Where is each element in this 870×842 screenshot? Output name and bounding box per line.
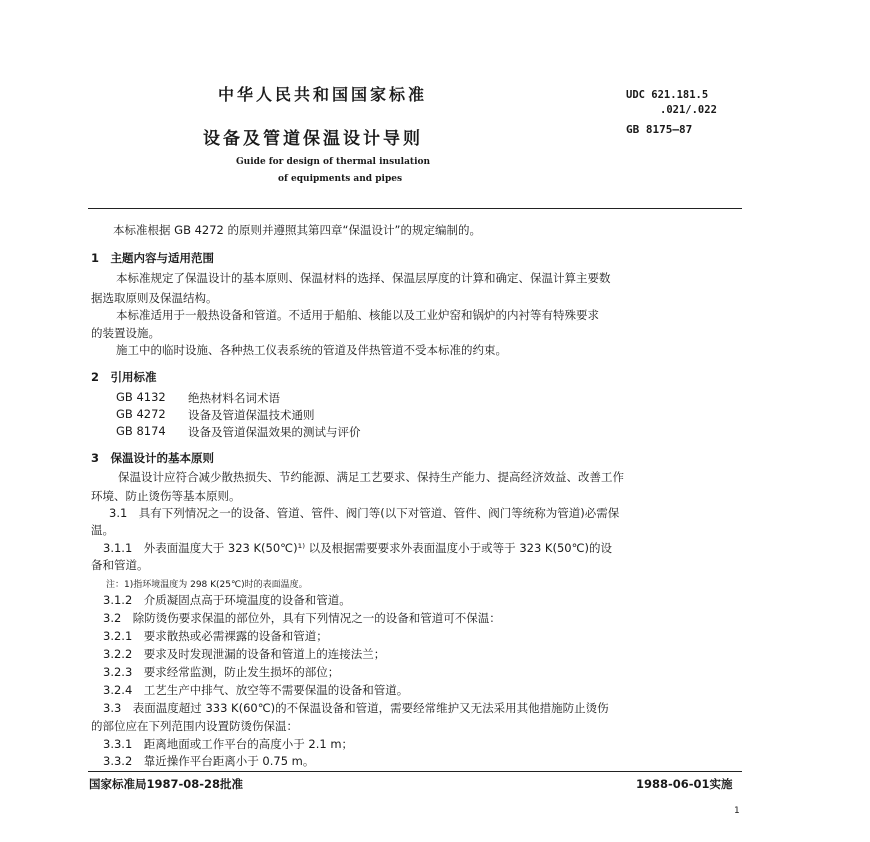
ref-name: 设备及管道保温技术通则: [188, 408, 315, 422]
clause-3-3-1: 3.3.1 距离地面或工作平台的高度小于 2.1 m；: [103, 737, 354, 751]
standard-title: 中华人民共和国国家标准: [218, 85, 428, 104]
clause-3-1-2: 3.1.2 介质凝固点高于环境温度的设备和管道。: [103, 593, 351, 607]
clause-3-3-line1: 3.3 表面温度超过 333 K(60℃)的不保温设备和管道，需要经常维护又无法采用其他措施防止烫伤: [103, 701, 609, 715]
clause-3-1-1-line2: 备和管道。: [91, 558, 149, 572]
section-2-heading: 2 引用标准: [91, 370, 157, 384]
section-3-p-line1: 保温设计应符合减少散热损失、节约能源、满足工艺要求、保持生产能力、提高经济效益、改善工作: [118, 470, 624, 484]
udc-code: [626, 88, 717, 118]
clause-3-3-2: 3.3.2 靠近操作平台距离小于 0.75 m。: [103, 754, 315, 768]
header-rule: [88, 208, 742, 209]
clause-3-1-line1: 3.1 具有下列情况之一的设备、管道、管件、阀门等(以下对管道、管件、阀门等统称为管道)必需保: [109, 506, 620, 520]
clause-3-1-line2: 温。: [91, 523, 114, 537]
section-1-p2-line2: 的装置设施。: [91, 326, 160, 340]
section-3-p-line2: 环境、防止烫伤等基本原则。: [91, 489, 241, 503]
ref-name: 设备及管道保温效果的测试与评价: [188, 425, 361, 439]
udc-line2: .021/.022: [660, 104, 717, 116]
clause-3-3-line2: 的部位应在下列范围内设置防烫伤保温：: [91, 719, 298, 733]
english-title-line2: of equipments and pipes: [278, 174, 403, 184]
intro-text: 本标准根据 GB 4272 的原则并遵照其第四章“保温设计”的规定编制的。: [113, 223, 481, 237]
clause-3-2: 3.2 除防烫伤要求保温的部位外，具有下列情况之一的设备和管道可不保温：: [103, 611, 501, 625]
page-number: 1: [734, 806, 740, 816]
section-1-p3: 施工中的临时设施、各种热工仪表系统的管道及伴热管道不受本标准的约束。: [116, 343, 507, 357]
section-1-p1-line1: 本标准规定了保温设计的基本原则、保温材料的选择、保温层厚度的计算和确定、保温计算主要数: [116, 271, 611, 285]
section-1-p2-line1: 本标准适用于一般热设备和管道。不适用于船舶、核能以及工业炉窑和锅炉的内衬等有特殊要求: [116, 308, 599, 322]
effective-date: 1988-06-01实施: [636, 777, 733, 791]
ref-code: GB 4132: [116, 390, 166, 404]
section-1-heading: 1 主题内容与适用范围: [91, 251, 215, 265]
clause-3-2-3: 3.2.3 要求经常监测，防止发生损坏的部位；: [103, 665, 340, 679]
approval-date: 国家标准局1987-08-28批准: [89, 777, 244, 791]
ref-code: GB 8174: [116, 424, 166, 438]
clause-3-2-2: 3.2.2 要求及时发现泄漏的设备和管道上的连接法兰；: [103, 647, 386, 661]
footer-rule: [88, 771, 742, 772]
section-3-heading: 3 保温设计的基本原则: [91, 451, 215, 465]
footnote: 注：1)指环境温度为 298 K(25℃)时的表面温度。: [106, 580, 308, 590]
udc-line1: UDC 621.181.5: [626, 89, 709, 101]
clause-3-2-4: 3.2.4 工艺生产中排气、放空等不需要保温的设备和管道。: [103, 683, 409, 697]
english-title-line1: Guide for design of thermal insulation: [236, 157, 431, 167]
ref-code: GB 4272: [116, 407, 166, 421]
gb-code: GB 8175—87: [626, 123, 693, 136]
clause-3-1-1-line1: 3.1.1 外表面温度大于 323 K(50℃)¹⁾ 以及根据需要要求外表面温度小于或等于 323 K(50℃)的设: [103, 541, 612, 555]
clause-3-2-1: 3.2.1 要求散热或必需裸露的设备和管道；: [103, 629, 328, 643]
document-title: 设备及管道保温设计导则: [203, 129, 423, 149]
section-1-p1-line2: 据选取原则及保温结构。: [91, 291, 218, 305]
ref-name: 绝热材料名词术语: [188, 391, 280, 405]
